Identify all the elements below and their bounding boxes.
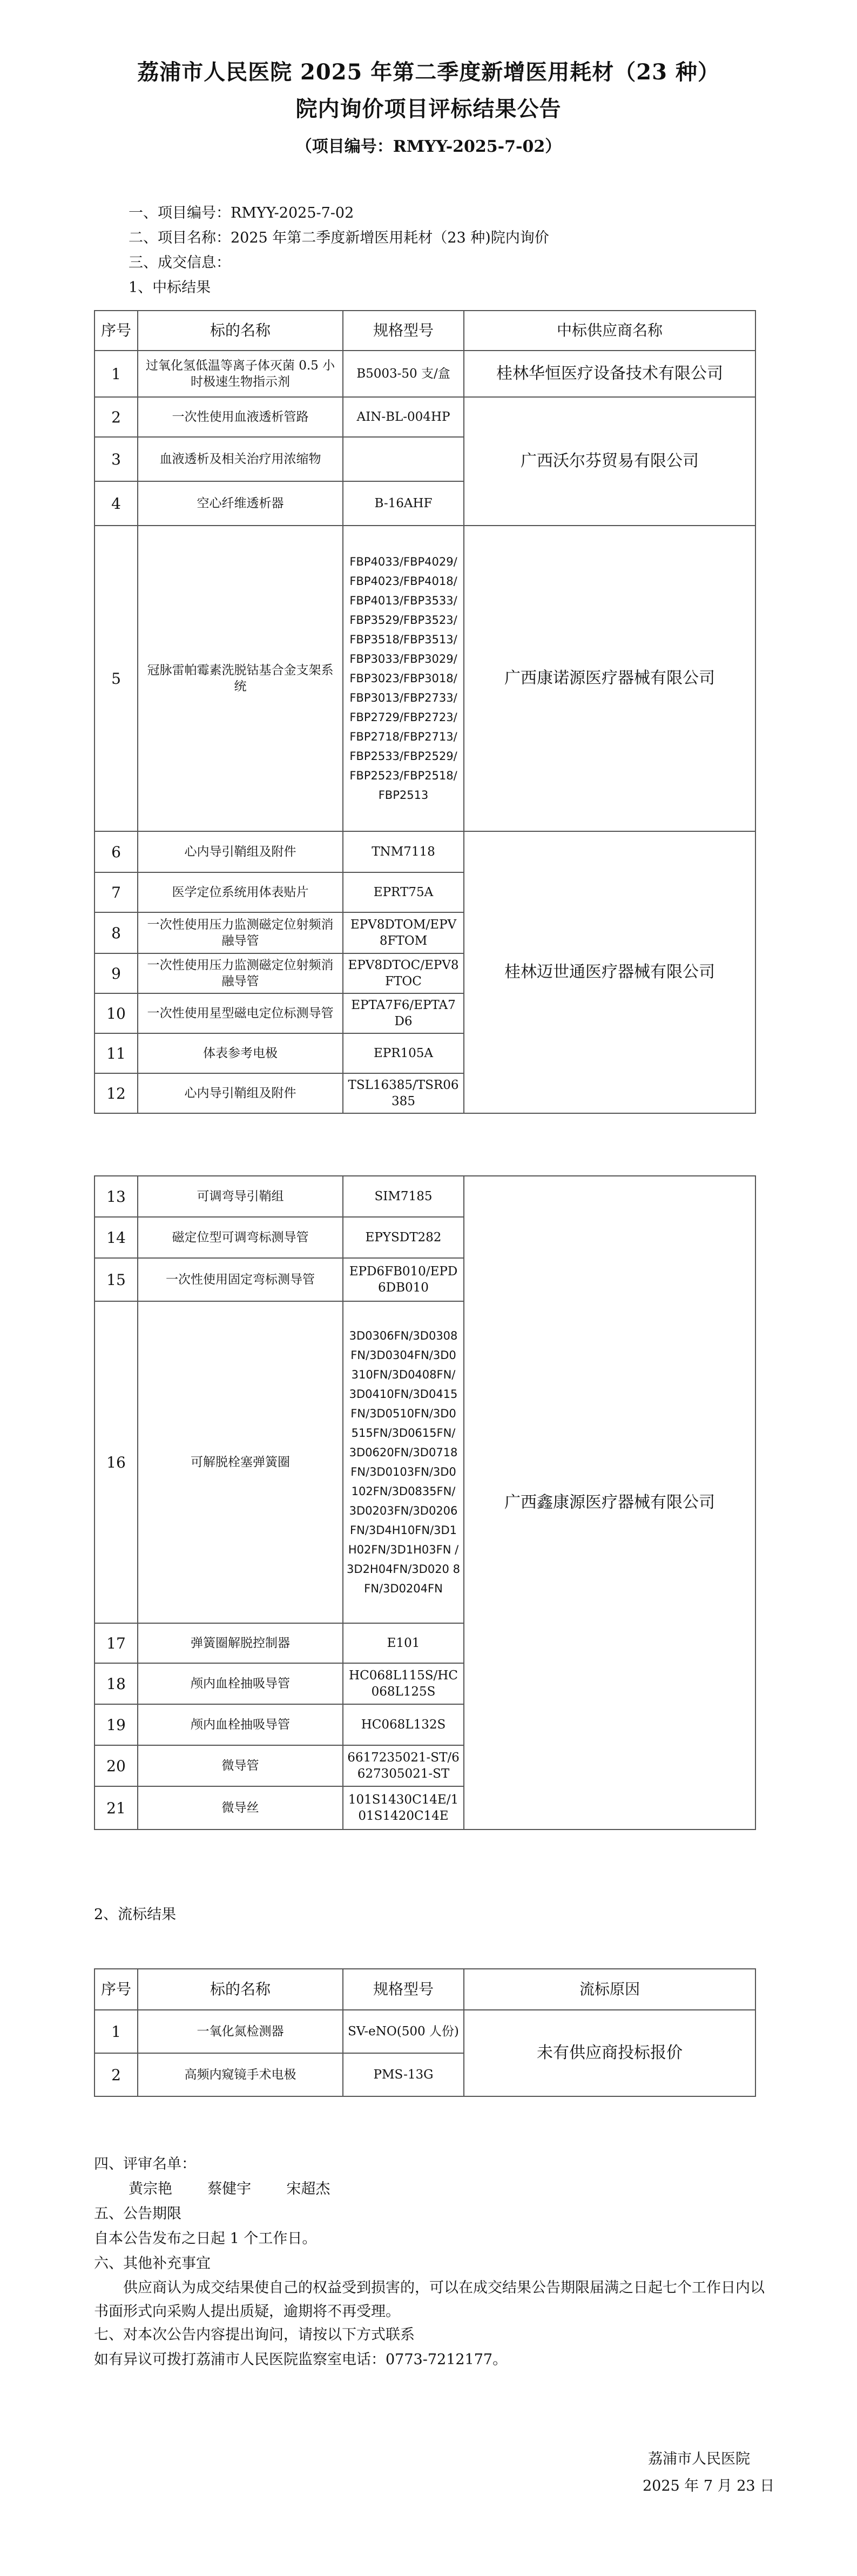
cell-no: 15 [95,1258,138,1301]
cell-no: 19 [95,1704,138,1745]
header-spec: 规格型号 [343,311,464,351]
info-project-name: 二、项目名称：2025 年第二季度新增医用耗材（23 种)院内询价 [129,230,549,246]
cell-name: 空心纤维透析器 [138,481,343,526]
header-no: 序号 [95,311,138,351]
winning-results-heading: 1、中标结果 [129,279,211,296]
header-no: 序号 [95,1969,138,2010]
page-title-line-2: 院内询价项目评标结果公告 [295,96,562,122]
committee-heading: 四、评审名单： [94,2156,196,2173]
cell-no: 3 [95,437,138,481]
cell-no: 4 [95,481,138,526]
cell-no: 17 [95,1623,138,1663]
info-deal-heading: 三、成交信息： [129,254,231,271]
period-text: 自本公告发布之日起 1 个工作日。 [94,2230,317,2247]
cell-name: 一次性使用压力监测磁定位射频消融导管 [138,953,343,993]
table-row [95,1176,755,1217]
other-text: 供应商认为成交结果使自己的权益受到损害的，可以在成交结果公告期限届满之日起七个工作日内以书面形式向采购人提出质疑，逾期将不再受理。 [94,2279,765,2320]
cell-no: 16 [95,1301,138,1623]
cell-spec: AIN-BL-004HP [343,397,464,437]
cell-spec: 3D0306FN/3D0308 FN/3D0304FN/3D0 310FN/3D0408FN/ 3D0410FN/3D0415 FN/3D0510FN/3D0 515FN/3D0615FN/ 3D0620FN/3D0718 FN/3D0103FN/3D0 102FN/3D0835FN/ 3D0203FN/3D0206 FN/3D4H10FN/3D1 H02FN/3D1H03FN /3D2H04FN/3D020 8FN/3D0204FN [343,1301,464,1623]
cell-no: 2 [95,2053,138,2096]
table-row [95,397,755,437]
cell-name: 心内导引鞘组及附件 [138,1073,343,1113]
header-spec: 规格型号 [343,1969,464,2010]
cell-spec: TNM7118 [343,831,464,872]
cell-name: 体表参考电极 [138,1033,343,1073]
info-project-code: 一、项目编号：RMYY-2025-7-02 [129,205,354,221]
cell-name: 微导丝 [138,1786,343,1830]
cell-spec: E101 [343,1623,464,1663]
cell-no: 1 [95,2010,138,2053]
project-code-heading: （项目编号：RMYY-2025-7-02） [295,137,562,156]
cell-name: 可调弯导引鞘组 [138,1176,343,1217]
other-heading: 六、其他补充事宜 [94,2255,211,2272]
failed-results-heading: 2、流标结果 [94,1906,177,1923]
cell-supplier: 桂林迈世通医疗器械有限公司 [464,831,755,1113]
header-item-name: 标的名称 [138,1969,343,2010]
cell-no: 12 [95,1073,138,1113]
contact-heading: 七、对本次公告内容提出询问，请按以下方式联系 [94,2326,415,2343]
cell-name: 磁定位型可调弯标测导管 [138,1217,343,1258]
cell-no: 21 [95,1786,138,1830]
cell-name: 颅内血栓抽吸导管 [138,1663,343,1704]
cell-name: 可解脱栓塞弹簧圈 [138,1301,343,1623]
committee-member: 黄宗艳 [129,2181,172,2197]
cell-spec: PMS-13G [343,2053,464,2096]
cell-spec: EPTA7F6/EPTA7D6 [343,993,464,1033]
cell-spec: EPYSDT282 [343,1217,464,1258]
cell-no: 9 [95,953,138,993]
committee-member: 宋超杰 [286,2181,330,2197]
failed-bid-table [94,1968,756,2097]
cell-no: 13 [95,1176,138,1217]
cell-no: 18 [95,1663,138,1704]
cell-spec: FBP4033/FBP4029/ FBP4023/FBP4018/ FBP4013/FBP3533/ FBP3529/FBP3523/ FBP3518/FBP3513/ FBP3033/FBP3029/ FBP3023/FBP3018/ FBP3013/FBP2733/ FBP2729/FBP2723/ FBP2718/FBP2713/ FBP2533/FBP2529/ FBP2523/FBP2518/ FBP2513 [343,526,464,831]
contact-text: 如有异议可拨打荔浦市人民医院监察室电话：0773-7212177。 [94,2351,508,2368]
committee-member: 蔡健宇 [207,2181,252,2197]
table-row [95,2010,755,2053]
cell-spec: EPRT75A [343,872,464,912]
cell-no: 11 [95,1033,138,1073]
cell-name: 一氧化氮检测器 [138,2010,343,2053]
cell-name: 一次性使用固定弯标测导管 [138,1258,343,1301]
period-heading: 五、公告期限 [94,2205,181,2222]
cell-spec: SIM7185 [343,1176,464,1217]
table-header-row [95,311,755,351]
cell-supplier: 广西鑫康源医疗器械有限公司 [464,1176,755,1830]
cell-supplier: 广西沃尔芬贸易有限公司 [464,397,755,526]
header-supplier: 中标供应商名称 [464,311,755,351]
cell-no: 14 [95,1217,138,1258]
cell-spec: TSL16385/TSR06385 [343,1073,464,1113]
cell-no: 6 [95,831,138,872]
cell-name: 一次性使用血液透析管路 [138,397,343,437]
winning-table-1 [94,310,756,1114]
cell-no: 8 [95,912,138,953]
page-title-line-1: 荔浦市人民医院 2025 年第二季度新增医用耗材（23 种） [137,59,720,85]
cell-spec: HC068L115S/HC068L125S [343,1663,464,1704]
winning-table-2 [94,1175,756,1830]
cell-name: 一次性使用压力监测磁定位射频消融导管 [138,912,343,953]
cell-name: 医学定位系统用体表贴片 [138,872,343,912]
cell-no: 5 [95,526,138,831]
cell-spec: SV-eNO(500 人份) [343,2010,464,2053]
cell-spec: B5003-50 支/盒 [343,351,464,397]
signature-org: 荔浦市人民医院 [648,2451,750,2467]
cell-name: 高频内窥镜手术电极 [138,2053,343,2096]
cell-name: 颅内血栓抽吸导管 [138,1704,343,1745]
cell-spec [343,437,464,481]
cell-no: 1 [95,351,138,397]
committee-members [129,2180,330,2198]
cell-no: 20 [95,1745,138,1786]
cell-name: 一次性使用星型磁电定位标测导管 [138,993,343,1033]
cell-spec: EPV8DTOC/EPV8FTOC [343,953,464,993]
cell-reason: 未有供应商投标报价 [464,2010,755,2096]
cell-no: 2 [95,397,138,437]
table-row [95,526,755,831]
cell-supplier: 桂林华恒医疗设备技术有限公司 [464,351,755,397]
cell-name: 弹簧圈解脱控制器 [138,1623,343,1663]
cell-spec: EPV8DTOM/EPV8FTOM [343,912,464,953]
cell-spec: EPR105A [343,1033,464,1073]
cell-spec: 101S1430C14E/101S1420C14E [343,1786,464,1830]
cell-name: 心内导引鞘组及附件 [138,831,343,872]
cell-supplier: 广西康诺源医疗器械有限公司 [464,526,755,831]
header-item-name: 标的名称 [138,311,343,351]
cell-name: 冠脉雷帕霉素洗脱钴基合金支架系统 [138,526,343,831]
header-reason: 流标原因 [464,1969,755,2010]
cell-spec: 6617235021-ST/6627305021-ST [343,1745,464,1786]
signature-date: 2025 年 7 月 23 日 [643,2478,775,2494]
table-header-row [95,1969,755,2010]
cell-spec: B-16AHF [343,481,464,526]
cell-no: 7 [95,872,138,912]
cell-no: 10 [95,993,138,1033]
table-row [95,351,755,397]
cell-spec: HC068L132S [343,1704,464,1745]
table-row [95,831,755,872]
cell-name: 过氧化氢低温等离子体灭菌 0.5 小时极速生物指示剂 [138,351,343,397]
cell-name: 血液透析及相关治疗用浓缩物 [138,437,343,481]
cell-name: 微导管 [138,1745,343,1786]
cell-spec: EPD6FB010/EPD6DB010 [343,1258,464,1301]
